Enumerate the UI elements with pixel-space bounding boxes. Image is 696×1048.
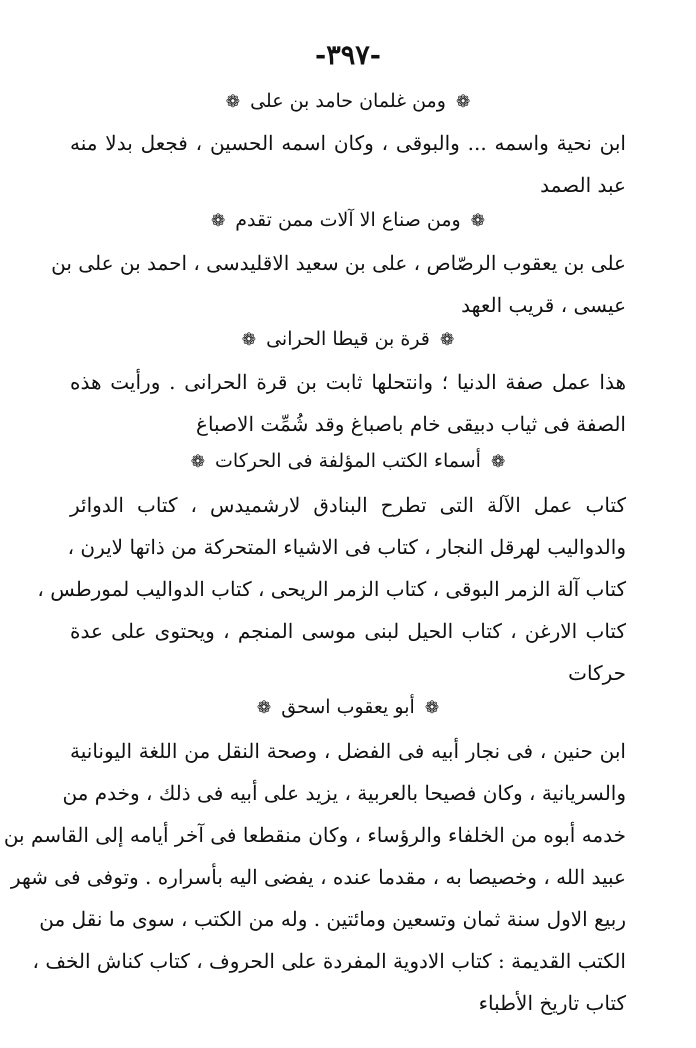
section-heading-qurra-ibn-qayta <box>0 324 696 355</box>
paragraph-sunna-alalat <box>51 242 626 326</box>
ornament-left-icon: ❁ <box>211 211 226 231</box>
text-line: على بن يعقوب الرصّاص ، على بن سعيد الاقليدسى ، احمد بن على بن <box>51 251 626 275</box>
section-heading-abu-yaqub-ishaq <box>0 692 696 723</box>
text-line: ابن حنين ، فى نجار أبيه فى الفضل ، وصحة النقل من اللغة اليونانية <box>70 739 626 763</box>
section-heading-text: ومن صناع الا آلات ممن تقدم <box>235 209 461 231</box>
ornament-right-icon: ❁ <box>491 452 506 472</box>
ornament-left-icon: ❁ <box>256 698 272 718</box>
section-heading-books-on-motions <box>0 446 696 477</box>
page-number: -٣٩٧- <box>315 40 381 71</box>
ornament-right-icon: ❁ <box>455 92 471 112</box>
section-heading-text: ومن غلمان حامد بن على <box>250 90 446 112</box>
section-heading-text: قرة بن قيطا الحرانى <box>266 328 430 350</box>
paragraph-books-on-motions <box>37 484 626 694</box>
text-line: عبد الصمد <box>540 173 626 197</box>
text-line: عبيد الله ، وخصيصا به ، مقدما عنده ، يفضى اليه بأسراره . وتوفى فى شهر <box>10 865 626 889</box>
text-line: عيسى ، قريب العهد <box>461 293 626 317</box>
ornament-left-icon: ❁ <box>225 92 241 112</box>
text-line: كتاب عمل الآلة التى تطرح البنادق لارشميدس ، كتاب الدوائر <box>70 493 626 517</box>
ornament-left-icon: ❁ <box>190 452 205 472</box>
text-line: ربيع الاول سنة ثمان وتسعين ومائتين . وله من الكتب ، سوى ما نقل من <box>39 907 626 931</box>
text-line: حركات <box>568 661 626 685</box>
section-heading-ghilman-hamid <box>0 86 696 117</box>
ornament-right-icon: ❁ <box>470 211 485 231</box>
ornament-left-icon: ❁ <box>241 330 257 350</box>
paragraph-qurra-ibn-qayta <box>70 361 626 445</box>
text-line: والدواليب لهرقل النجار ، كتاب فى الاشياء المتحركة من ذاتها لايرن ، <box>67 535 626 559</box>
section-heading-sunna-alalat <box>0 205 696 236</box>
paragraph-abu-yaqub-ishaq <box>3 730 626 1024</box>
text-line: كتاب تاريخ الأطباء <box>478 991 626 1015</box>
text-line: خدمه أبوه من الخلفاء والرؤساء ، وكان منقطعا فى آخر أيامه إلى القاسم بن <box>3 823 626 847</box>
ornament-right-icon: ❁ <box>439 330 455 350</box>
text-line: كتاب آلة الزمر البوقى ، كتاب الزمر الريحى ، كتاب الدواليب لمورطس ، <box>37 577 626 601</box>
paragraph-ghilman-hamid <box>70 122 626 206</box>
text-line: هذا عمل صفة الدنيا ؛ وانتحلها ثابت بن قرة الحرانى . ورأيت هذه <box>70 370 626 394</box>
text-line: الكتب القديمة : كتاب الادوية المفردة على الحروف ، كتاب كناش الخف ، <box>32 949 626 973</box>
text-line: ابن نحية واسمه ... والبوقى ، وكان اسمه الحسين ، فجعل بدلا منه <box>70 131 626 155</box>
section-heading-text: أبو يعقوب اسحق <box>281 696 415 718</box>
text-line: الصفة فى ثياب دبيقى خام باصباغ وقد شُمِّت الاصباغ <box>196 412 626 436</box>
text-line: والسريانية ، وكان فصيحا بالعربية ، يزيد على أبيه فى ذلك ، وخدم من <box>62 781 626 805</box>
section-heading-text: أسماء الكتب المؤلفة فى الحركات <box>215 450 481 472</box>
text-line: كتاب الارغن ، كتاب الحيل لبنى موسى المنجم ، ويحتوى على عدة <box>70 619 626 643</box>
ornament-right-icon: ❁ <box>424 698 440 718</box>
